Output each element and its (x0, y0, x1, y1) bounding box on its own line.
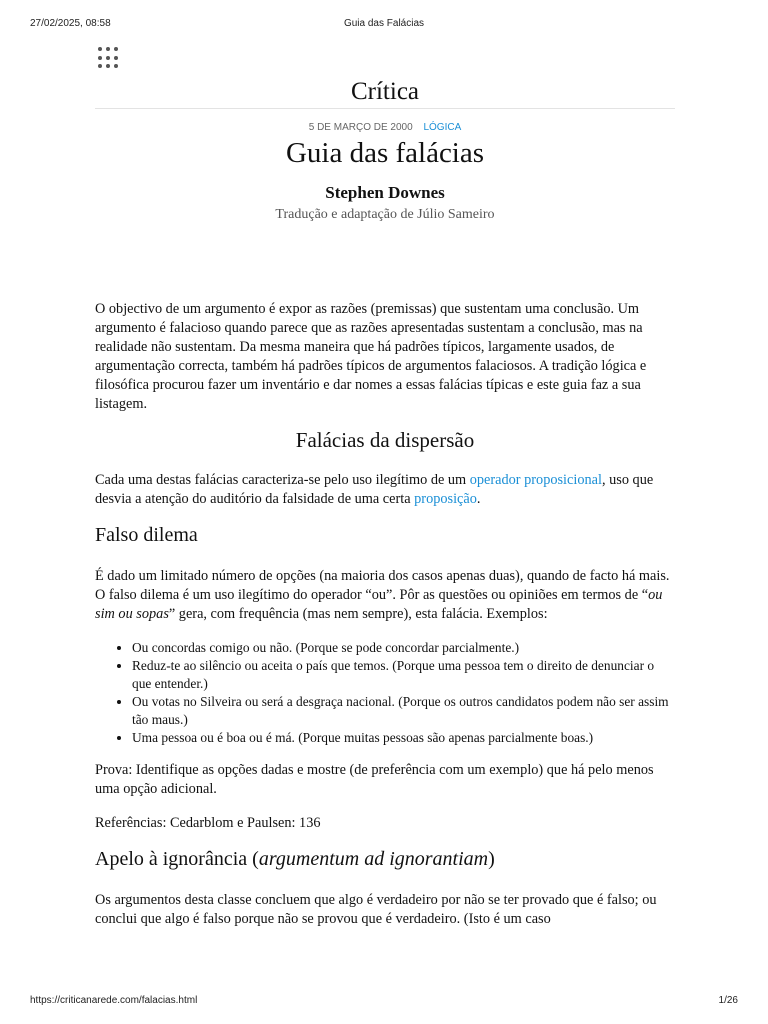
list-item: • Reduz-te ao silêncio ou aceita o país que temos. (Porque uma pessoa tem o direito de denunciar o que entender.) (132, 657, 675, 693)
prova-paragraph: Prova: Identifique as opções dadas e mostre (de preferência com um exemplo) que há pelo menos uma opção adicional. (95, 762, 654, 797)
print-footer (0, 995, 768, 1009)
heading-apelo-ignorancia: Apelo à ignorância (argumentum ad ignorantiam) (95, 848, 495, 870)
dispersao-paragraph: Cada uma destas falácias caracteriza-se pelo uso ilegítimo de um operador proposicional, uso que desvia a atenção do auditório da falsidade de uma certa proposição. (95, 472, 654, 507)
section-heading-dispersao: Falácias da dispersão (295, 428, 475, 452)
print-title: Guia das Falácias (343, 18, 425, 29)
apelo-ignorancia-paragraph: Os argumentos desta classe concluem que algo é verdadeiro por não se ter provado que é falso; ou conclui que algo é falso porque não se provou que é verdadeiro. (Isto é um caso (95, 892, 657, 927)
intro-paragraph: O objectivo de um argumento é expor as razões (premissas) que sustentam uma conclusão. Um argumento é falacioso quando parece que as razões apresentadas sustentam a conclusão, mas na realidade não sustentam. Da mesma maneira que há padrões típicos, largamente usados, de argumentação correcta, também há padrões típicos de argumentos falaciosos. A tradição lógica e filosófica procurou fazer um inventário e dar nomes a essas falácias típicas e este guia faz a sua listagem. (95, 301, 647, 412)
article-translator: Tradução e adaptação de Júlio Sameiro (275, 207, 495, 222)
print-header (0, 18, 768, 32)
falso-dilema-paragraph: É dado um limitado número de opções (na maioria dos casos apenas duas), quando de facto há mais. O falso dilema é um uso ilegítimo do operador “ou”. Pôr as questões ou opiniões em termos de “ou sim ou sopas” gera, com frequência (mas nem sempre), esta falácia. Exemplos: (95, 568, 670, 622)
article-meta (95, 122, 675, 133)
link-proposicao[interactable]: proposição (414, 491, 477, 507)
heading-falso-dilema: Falso dilema (95, 524, 198, 546)
print-page-number: 1/26 (718, 995, 738, 1006)
examples-list (95, 639, 675, 747)
referencias-paragraph: Referências: Cedarblom e Paulsen: 136 (95, 815, 321, 831)
site-title[interactable]: Crítica (350, 78, 420, 105)
link-operador-proposicional[interactable]: operador proposicional (469, 472, 602, 488)
article-body (95, 300, 675, 944)
print-datetime: 27/02/2025, 08:58 (30, 18, 111, 29)
grid-menu-icon[interactable] (98, 47, 120, 69)
list-item: • Ou votas no Silveira ou será a desgraça nacional. (Porque os outros candidatos podem não ser assim tão maus.) (132, 693, 675, 729)
print-url: https://criticanarede.com/falacias.html (30, 995, 198, 1006)
article-author: Stephen Downes (325, 183, 445, 202)
article-date: 5 DE MARÇO DE 2000 (308, 122, 413, 133)
article-title: Guia das falácias (285, 137, 485, 169)
article-category-link[interactable]: LÓGICA (423, 122, 462, 133)
header-divider (95, 108, 675, 109)
list-item: • Uma pessoa ou é boa ou é má. (Porque muitas pessoas são apenas parcialmente boas.) (132, 729, 675, 747)
list-item: • Ou concordas comigo ou não. (Porque se pode concordar parcialmente.) (132, 639, 675, 657)
